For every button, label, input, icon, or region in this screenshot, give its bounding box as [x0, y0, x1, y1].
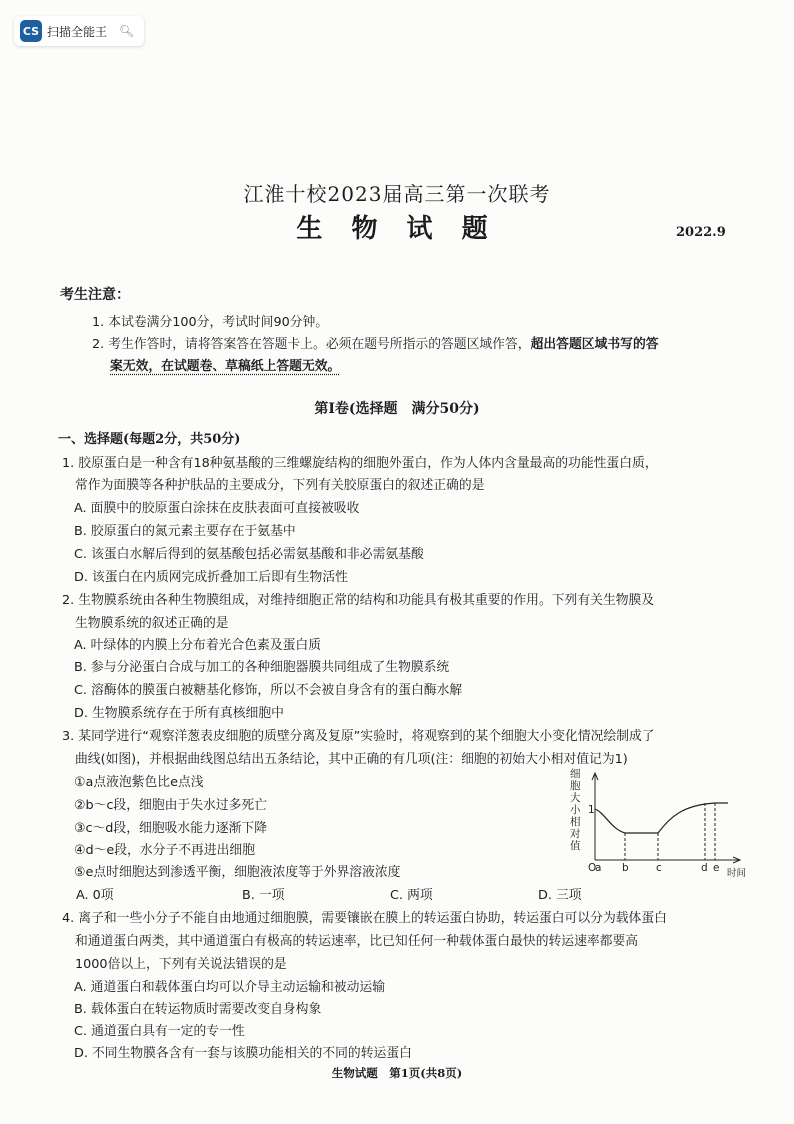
- exam-date: 2022.9: [676, 225, 726, 240]
- x-axis-title: 时间: [727, 868, 747, 879]
- q4-stem-2: 和通道蛋白两类，其中通道蛋白有极高的转运速率，比已知任何一种载体蛋白最快的转运速率都要高: [75, 934, 639, 949]
- q3-statement-1: ①a点液泡紫色比e点浅: [74, 775, 204, 790]
- app-logo: CS: [20, 20, 42, 42]
- q3-option-b: B. 一项: [242, 888, 285, 903]
- q4-option-a: A. 通道蛋白和载体蛋白均可以介导主动运输和被动运输: [74, 980, 385, 995]
- q4-option-b: B. 载体蛋白在转运物质时需要改变自身构象: [74, 1002, 322, 1017]
- q2-stem-1: 2. 生物膜系统由各种生物膜组成，对维持细胞正常的结构和功能具有极其重要的作用。下列有关生物膜及: [62, 593, 655, 608]
- q4-option-c: C. 通道蛋白具有一定的专一性: [74, 1024, 245, 1039]
- page-title: 生 物 试 题: [296, 214, 498, 244]
- cell-size-graph: [565, 765, 755, 880]
- x-label-b: b: [622, 862, 629, 874]
- q3-option-a: A. 0项: [76, 888, 114, 903]
- q2-option-d: D. 生物膜系统存在于所有真核细胞中: [74, 706, 284, 721]
- notice-heading: 考生注意：: [60, 287, 130, 303]
- ylabel-char: 细: [570, 768, 581, 780]
- notice-item-2-text: 2. 考生作答时，请将答案答在答题卡上。必须在题号所指示的答题区域作答，: [92, 337, 531, 352]
- notice-item-2-cont: 案无效，在试题卷、草稿纸上答题无效。: [110, 359, 341, 374]
- ylabel-char: 值: [570, 840, 581, 852]
- y-tick-label: 1: [588, 804, 595, 816]
- q1-stem-1: 1. 胶原蛋白是一种含有18种氨基酸的三维螺旋结构的细胞外蛋白，作为人体内含量最高的功能性蛋白质，: [62, 456, 658, 471]
- notice-item-2-bold: 超出答题区域书写的答: [530, 337, 659, 352]
- q3-stem-2: 曲线(如图)，并根据曲线图总结出五条结论，其中正确的有几项(注：细胞的初始大小相对值记为1): [75, 752, 628, 767]
- section-heading: 一、选择题(每题2分，共50分): [58, 432, 241, 447]
- q2-option-b: B. 参与分泌蛋白合成与加工的各种细胞器膜共同组成了生物膜系统: [74, 660, 450, 675]
- x-label-c: c: [656, 862, 662, 874]
- q1-option-d: D. 该蛋白在内质网完成折叠加工后即有生物活性: [74, 570, 348, 585]
- origin-label: O: [588, 862, 597, 874]
- q2-option-a: A. 叶绿体的内膜上分布着光合色素及蛋白质: [74, 638, 322, 653]
- q3-statement-2: ②b～c段，细胞由于失水过多死亡: [74, 798, 267, 813]
- q3-statement-5: ⑤e点时细胞达到渗透平衡，细胞液浓度等于外界溶液浓度: [74, 865, 401, 880]
- q3-option-c: C. 两项: [390, 888, 433, 903]
- q3-option-d: D. 三项: [538, 888, 582, 903]
- x-label-d: d: [701, 862, 708, 874]
- q2-stem-2: 生物膜系统的叙述正确的是: [75, 616, 229, 631]
- q1-option-c: C. 该蛋白水解后得到的氨基酸包括必需氨基酸和非必需氨基酸: [74, 547, 424, 562]
- notice-item-2: [92, 333, 659, 352]
- q2-option-c: C. 溶酶体的膜蛋白被糖基化修饰，所以不会被自身含有的蛋白酶水解: [74, 683, 463, 698]
- q4-option-d: D. 不同生物膜各含有一套与该膜功能相关的不同的转运蛋白: [74, 1046, 412, 1061]
- q4-stem-3: 1000倍以上，下列有关说法错误的是: [75, 957, 287, 972]
- q3-stem-1: 3. 某同学进行“观察洋葱表皮细胞的质壁分离及复原”实验时，将观察到的某个细胞大小变化情况绘制成了: [62, 729, 655, 744]
- x-label-e: e: [713, 862, 720, 874]
- part-title: 第Ⅰ卷(选择题 满分50分): [314, 401, 480, 417]
- x-label-a: a: [595, 862, 602, 874]
- search-icon[interactable]: 🔍︎: [119, 24, 135, 38]
- q1-option-b: B. 胶原蛋白的氮元素主要存在于氨基中: [74, 524, 296, 539]
- app-badge[interactable]: [14, 16, 144, 46]
- notice-item-1: 1. 本试卷满分100分，考试时间90分钟。: [92, 315, 329, 330]
- ylabel-char: 小: [570, 804, 581, 816]
- exam-heading: 江淮十校2023届高三第一次联考: [243, 182, 551, 206]
- page-footer: 生物试题 第1页(共8页): [331, 1066, 463, 1080]
- q4-stem-1: 4. 离子和一些小分子不能自由地通过细胞膜，需要镶嵌在膜上的转运蛋白协助，转运蛋白可以分为载体蛋白: [62, 911, 667, 926]
- ylabel-char: 胞: [570, 780, 581, 792]
- ylabel-char: 大: [570, 792, 581, 804]
- cell-size-curve: [595, 803, 728, 833]
- q1-option-a: A. 面膜中的胶原蛋白涂抹在皮肤表面可直接被吸收: [74, 501, 360, 516]
- q3-statement-4: ④d～e段，水分子不再进出细胞: [74, 843, 256, 858]
- app-name: 扫描全能王: [47, 24, 108, 39]
- q1-stem-2: 常作为面膜等各种护肤品的主要成分，下列有关胶原蛋白的叙述正确的是: [75, 478, 485, 493]
- q3-statement-3: ③c～d段，细胞吸水能力逐渐下降: [74, 821, 267, 836]
- ylabel-char: 对: [570, 828, 581, 840]
- ylabel-char: 相: [570, 816, 581, 828]
